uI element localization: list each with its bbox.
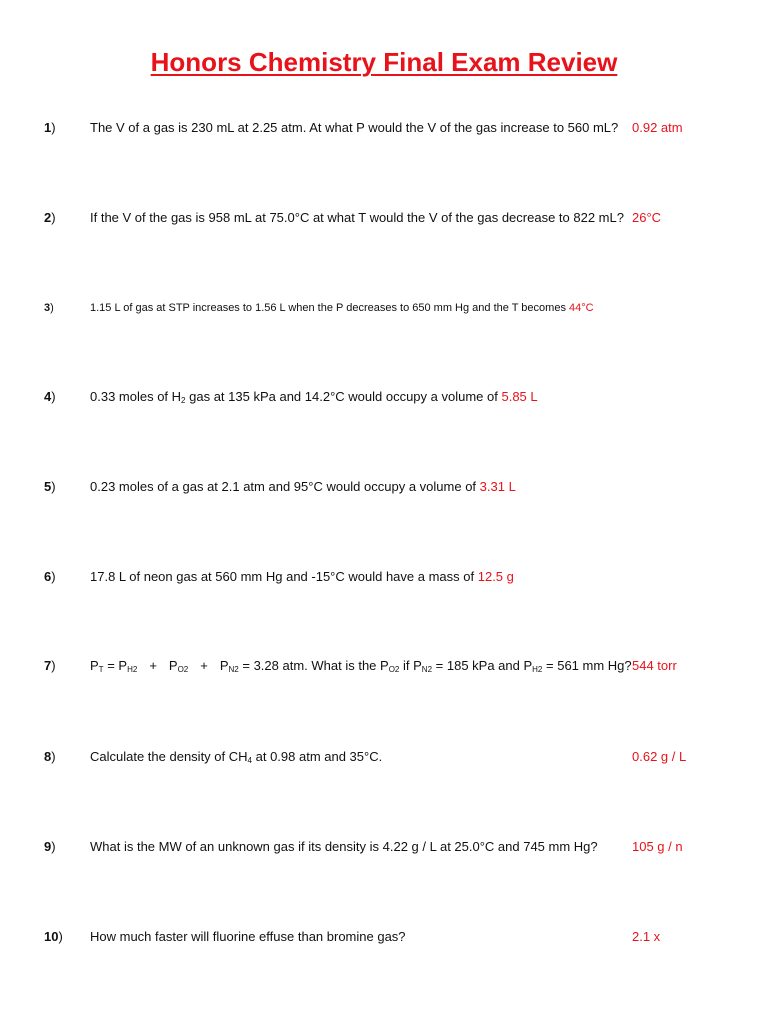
answer: 0.92 atm bbox=[632, 120, 683, 135]
question-text: If the V of the gas is 958 mL at 75.0°C at what T would the V of the gas decrease to 822 mL? bbox=[90, 210, 624, 225]
question-1 bbox=[0, 119, 768, 143]
question-6 bbox=[0, 568, 768, 592]
question-7 bbox=[0, 657, 768, 681]
question-text: 1.15 L of gas at STP increases to 1.56 L when the P decreases to 650 mm Hg and the T becomes 44°C bbox=[90, 302, 594, 314]
question-text: 17.8 L of neon gas at 560 mm Hg and -15°C would have a mass of 12.5 g bbox=[90, 569, 514, 584]
answer: 0.62 g / L bbox=[632, 749, 687, 764]
question-number: 10) bbox=[44, 929, 63, 944]
question-text: $P_T = P_{H2} + P_{O2} + P_{N2} = 3.28$ atm. What is the $P_{O2}$ if $P_{N2} = 185$ kPa and $P_{H2} = 561$ mm Hg? bbox=[90, 658, 632, 674]
page-title-wrap bbox=[0, 47, 768, 78]
answer: 44°C bbox=[569, 302, 594, 314]
answer: 26°C bbox=[632, 210, 662, 225]
question-9 bbox=[0, 838, 768, 862]
question-number: 8) bbox=[44, 749, 56, 764]
question-text: How much faster will fluorine effuse than bromine gas? bbox=[90, 929, 406, 944]
question-number: 5) bbox=[44, 479, 56, 494]
question-number: 1) bbox=[44, 120, 56, 135]
question-text: Calculate the density of $CH_4$ at 0.98 atm and 35°C. bbox=[90, 749, 383, 765]
question-number: 4) bbox=[44, 389, 56, 404]
answer: 5.85 L bbox=[501, 389, 538, 404]
question-text: The V of a gas is 230 mL at 2.25 atm. At what P would the V of the gas increase to 560 mL? bbox=[90, 120, 619, 135]
question-3 bbox=[0, 299, 768, 323]
answer: 105 g / n bbox=[632, 839, 683, 854]
page-title: Honors Chemistry Final Exam Review bbox=[150, 47, 618, 77]
question-4 bbox=[0, 388, 768, 412]
answer: 2.1 x bbox=[632, 929, 661, 944]
question-5 bbox=[0, 478, 768, 502]
question-10 bbox=[0, 928, 768, 952]
question-8 bbox=[0, 748, 768, 772]
question-number: 7) bbox=[44, 658, 56, 673]
question-2 bbox=[0, 209, 768, 233]
question-number: 9) bbox=[44, 839, 56, 854]
question-text: What is the MW of an unknown gas if its density is 4.22 g / L at 25.0°C and 745 mm Hg? bbox=[90, 839, 598, 854]
question-number: 3) bbox=[44, 302, 54, 314]
question-number: 2) bbox=[44, 210, 56, 225]
answer: 544 torr bbox=[632, 658, 677, 673]
answer: 3.31 L bbox=[479, 479, 516, 494]
question-number: 6) bbox=[44, 569, 56, 584]
answer: 12.5 g bbox=[477, 569, 514, 584]
question-text: 0.33 moles of $H_2$ gas at 135 kPa and 14.2°C would occupy a volume of 5.85 L bbox=[90, 389, 538, 405]
question-text: 0.23 moles of a gas at 2.1 atm and 95°C would occupy a volume of 3.31 L bbox=[90, 479, 516, 494]
